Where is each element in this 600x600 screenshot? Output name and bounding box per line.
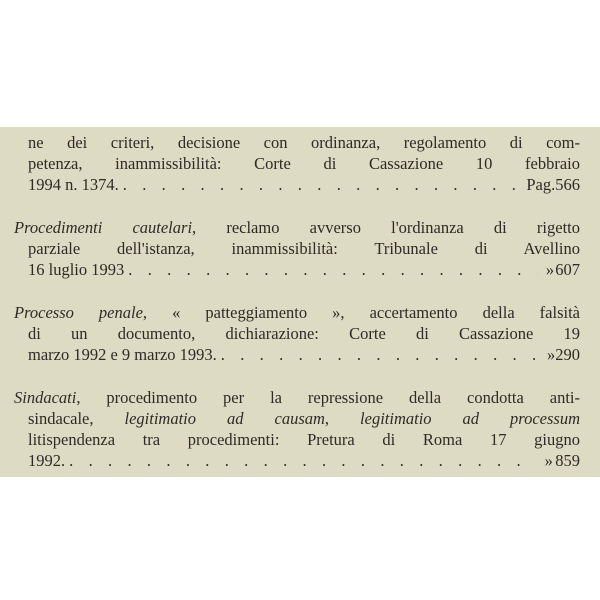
entry-text-italic: legitimatio ad processum bbox=[360, 409, 581, 428]
entry-text-line: 1994 n. 1374. bbox=[28, 175, 119, 194]
index-page bbox=[0, 127, 600, 477]
entry-text-line: parziale dell'istanza, inammissibilità: Tribunale di Avellino bbox=[28, 239, 580, 258]
page-number: 290 bbox=[555, 345, 580, 364]
entry-heading: Processo penale bbox=[14, 303, 143, 322]
index-entry bbox=[14, 217, 580, 280]
entry-last-line bbox=[14, 344, 580, 365]
index-entry bbox=[14, 132, 580, 195]
entry-last-line bbox=[28, 174, 580, 195]
leader-dots bbox=[123, 174, 519, 195]
entry-head-rest: , procedimento per la repressione della condotta anti- bbox=[76, 388, 580, 407]
entry-heading: Sindacati bbox=[14, 388, 77, 407]
leader-dots bbox=[221, 344, 539, 365]
entry-text-italic: legitimatio ad causam bbox=[124, 409, 325, 428]
entry-text-segment: sindacale, bbox=[28, 409, 125, 428]
entry-text-line: 16 luglio 1993 bbox=[28, 260, 125, 279]
entry-text-line: petenza, inammissibilità: Corte di Cassazione 10 febbraio bbox=[28, 154, 580, 173]
page-ref-label: » bbox=[547, 345, 556, 364]
page-ref-label: » bbox=[544, 451, 553, 470]
entry-head-line bbox=[14, 302, 580, 323]
entry-text-line: marzo 1992 e 9 marzo 1993. bbox=[28, 345, 217, 364]
page-number: 607 bbox=[555, 260, 580, 279]
page-number: 566 bbox=[555, 175, 580, 194]
entry-last-line bbox=[14, 259, 580, 280]
entry-text-line: di un documento, dichiarazione: Corte di Cassazione 19 bbox=[28, 324, 580, 343]
entry-text-segment: , bbox=[324, 409, 361, 428]
entry-text-line bbox=[14, 408, 580, 429]
entry-text-line: litispendenza tra procedimenti: Pretura di Roma 17 giugno bbox=[28, 430, 580, 449]
index-entry bbox=[14, 302, 580, 365]
index-entry bbox=[14, 387, 580, 471]
entry-head-rest: , reclamo avverso l'ordinanza di rigetto bbox=[192, 218, 580, 237]
page-ref-label: » bbox=[545, 260, 555, 279]
index-entries bbox=[14, 132, 580, 493]
page-number: 859 bbox=[555, 451, 580, 470]
entry-head-rest: , « patteggiamento », accertamento della falsità bbox=[142, 303, 581, 322]
page-ref-label: Pag. bbox=[526, 175, 556, 194]
entry-head-line bbox=[14, 387, 580, 408]
entry-text-line: ne dei criteri, decisione con ordinanza, regolamento di com- bbox=[28, 133, 580, 152]
leader-dots bbox=[128, 259, 538, 280]
entry-last-line bbox=[14, 450, 580, 471]
entry-heading: Procedimenti cautelari bbox=[14, 218, 193, 237]
leader-dots bbox=[69, 450, 536, 471]
entry-text-line: 1992. bbox=[28, 451, 66, 470]
entry-head-line bbox=[14, 217, 580, 238]
